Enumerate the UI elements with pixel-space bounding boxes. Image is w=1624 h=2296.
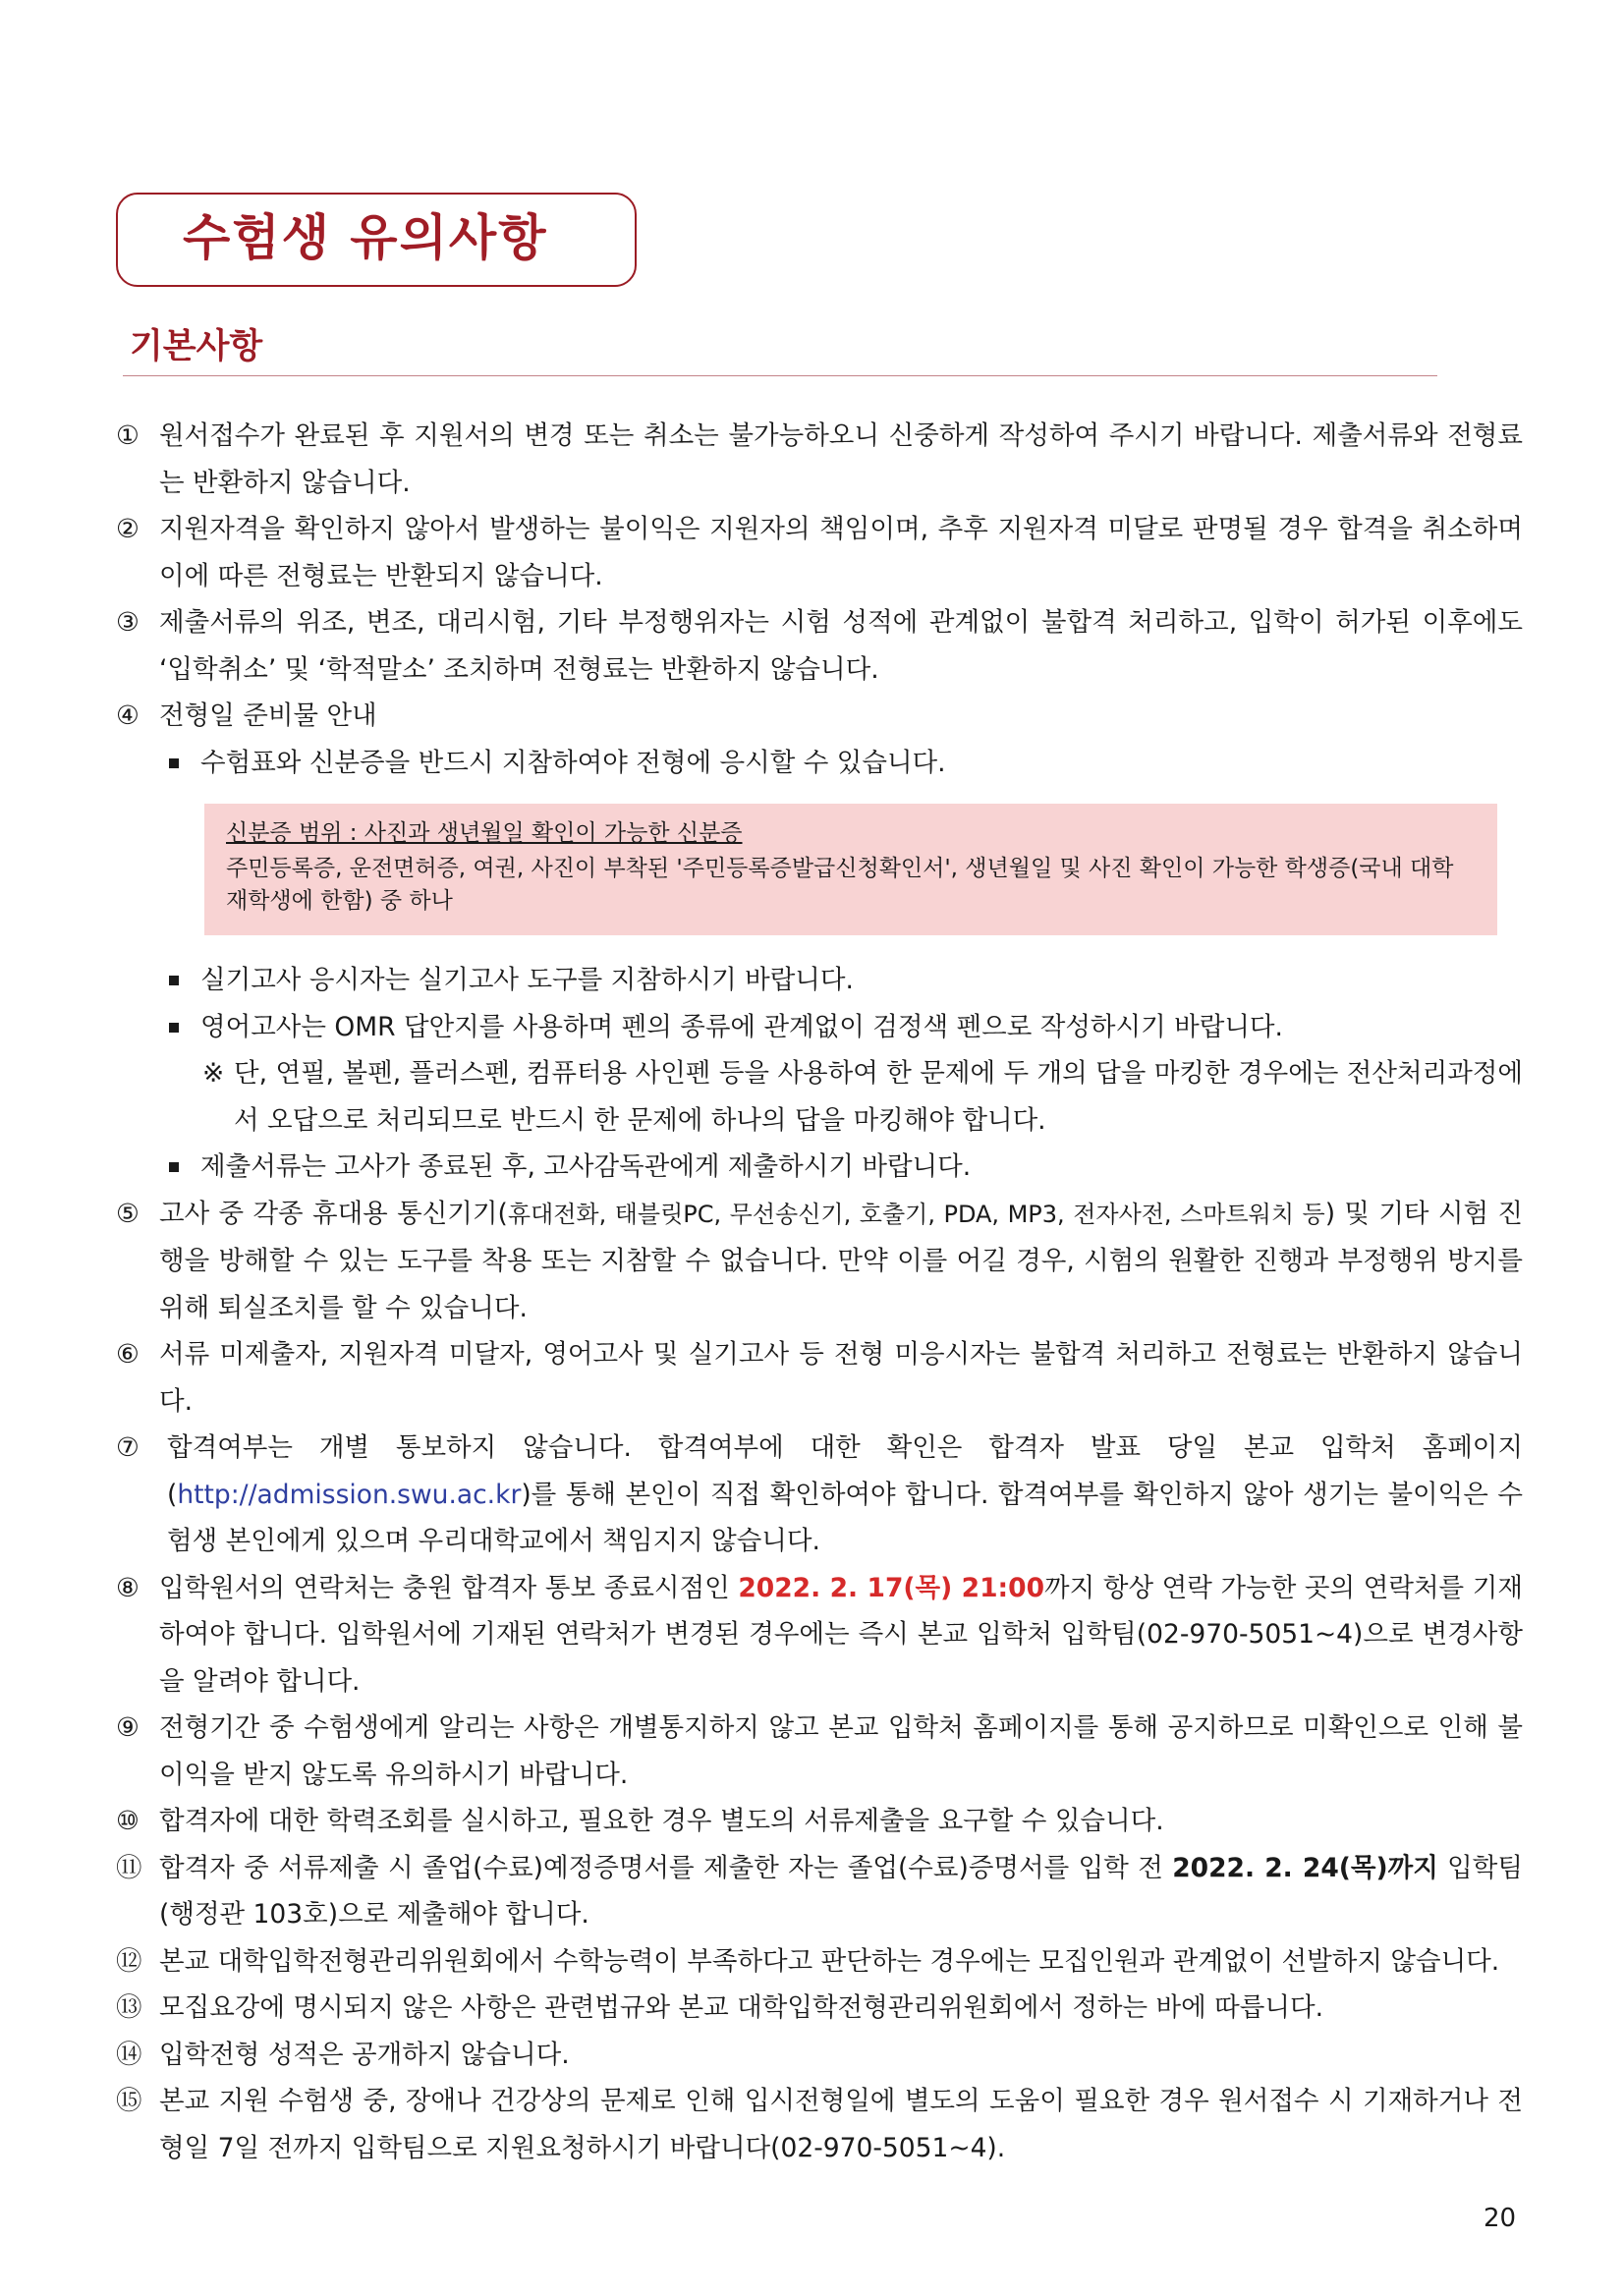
device-list: 휴대전화, 태블릿PC, 무선송신기, 호출기, PDA, MP3, 전자사전, 스마트워치 등 [507, 1200, 1325, 1228]
item-number: ⑮ [116, 2086, 142, 2116]
prep-bullet-4 [116, 1144, 1523, 1191]
item-number: ⑩ [116, 1806, 140, 1836]
reference-mark-icon: ※ [202, 1058, 225, 1089]
square-bullet-icon [169, 1162, 179, 1172]
item-text: 본교 지원 수험생 중, 장애나 건강상의 문제로 인해 입시전형일에 별도의 도움이 필요한 경우 원서접수 시 기재하거나 전형일 7일 전까지 입학팀으로 지원요청하시기 바랍니다(02-970-5051~4). [159, 2086, 1523, 2163]
bullet-text: 실기고사 응시자는 실기고사 도구를 지참하시기 바랍니다. [200, 965, 854, 995]
deadline-highlight: 2022. 2. 17(목) 21:00 [738, 1572, 1045, 1603]
item-text: 모집요강에 명시되지 않은 사항은 관련법규와 본교 대학입학전형관리위원회에서 정하는 바에 따릅니다. [159, 1992, 1323, 2023]
square-bullet-icon [169, 758, 179, 768]
item-text: 원서접수가 완료된 후 지원서의 변경 또는 취소는 불가능하오니 신중하게 작성하여 주시기 바랍니다. 제출서류와 전형료는 반환하지 않습니다. [159, 420, 1523, 498]
notice-item-13 [116, 1985, 1523, 2032]
notice-item-1 [116, 413, 1523, 506]
item-number: ⑥ [116, 1339, 140, 1370]
bullet-text: 수험표와 신분증을 반드시 지참하여야 전형에 응시할 수 있습니다. [200, 747, 946, 778]
prep-bullet-1 [116, 740, 1523, 787]
item-number: ⑦ [116, 1432, 140, 1463]
item-number: ④ [116, 700, 140, 731]
notice-item-10 [116, 1798, 1523, 1845]
notice-list [116, 413, 1523, 2171]
item-text-cont: )를 통해 본인이 직접 확인하여야 합니다. 합격여부를 확인하지 않아 생기는 불이익은 수험생 본인에게 있으며 우리대학교에서 책임지지 않습니다. [167, 1479, 1523, 1556]
section-title: 기본사항 [130, 327, 263, 366]
item-text: 입학원서의 연락처는 충원 합격자 통보 종료시점인 [159, 1572, 739, 1603]
square-bullet-icon [169, 976, 179, 985]
item-number: ⑧ [116, 1572, 140, 1603]
item-text: 전형기간 중 수험생에게 알리는 사항은 개별통지하지 않고 본교 입학처 홈페이지를 통해 공지하므로 미확인으로 인해 불이익을 받지 않도록 유의하시기 바랍니다. [159, 1712, 1523, 1790]
item-number: ⑨ [116, 1712, 140, 1743]
item-number: ⑤ [116, 1198, 140, 1229]
item-number: ① [116, 420, 140, 451]
notice-item-4 [116, 693, 1523, 740]
page-number: 20 [1484, 2204, 1517, 2233]
item-text: 서류 미제출자, 지원자격 미달자, 영어고사 및 실기고사 등 전형 미응시자는 불합격 처리하고 전형료는 반환하지 않습니다. [159, 1339, 1523, 1417]
notice-item-3 [116, 599, 1523, 693]
notice-item-6 [116, 1331, 1523, 1425]
item-text: 합격여부는 개별 통보하지 않습니다. 합격여부에 대한 확인은 합격자 발표 당일 본교 입학처 홈페이지( [167, 1432, 1523, 1510]
notice-item-5 [116, 1191, 1523, 1332]
notice-item-11 [116, 1845, 1523, 1938]
id-card-info-box [204, 804, 1497, 935]
item-text: 합격자에 대한 학력조회를 실시하고, 필요한 경우 별도의 서류제출을 요구할 수 있습니다. [159, 1806, 1164, 1836]
item-text: 전형일 준비물 안내 [159, 700, 377, 731]
item-text-cont: 까지 항상 연락 가능한 곳의 연락처를 기재하여야 합니다. 입학원서에 기재된 연락처가 변경된 경우에는 즉시 본교 입학처 입학팀(02-970-5051~4)으로 변경사항을 알려야 합니다. [159, 1572, 1523, 1697]
submission-deadline: 2022. 2. 24(목)까지 [1172, 1852, 1438, 1883]
item-text: 고사 중 각종 휴대용 통신기기( [159, 1198, 508, 1229]
item-number: ⑪ [116, 1852, 142, 1883]
notice-item-15 [116, 2078, 1523, 2171]
item-text-cont: 입학팀(행정관 103호)으로 제출해야 합니다. [159, 1852, 1523, 1930]
item-text: 합격자 중 서류제출 시 졸업(수료)예정증명서를 제출한 자는 졸업(수료)증명서를 입학 전 [159, 1852, 1173, 1883]
item-number: ② [116, 514, 140, 544]
bullet-text: 제출서류는 고사가 종료된 후, 고사감독관에게 제출하시기 바랍니다. [200, 1151, 972, 1182]
omr-note [116, 1050, 1523, 1144]
notice-item-2 [116, 506, 1523, 599]
prep-bullet-2 [116, 957, 1523, 1004]
note-text: 단, 연필, 볼펜, 플러스펜, 컴퓨터용 사인펜 등을 사용하여 한 문제에 두 개의 답을 마킹한 경우에는 전산처리과정에서 오답으로 처리되므로 반드시 한 문제에 하나의 답을 마킹해야 합니다. [234, 1058, 1524, 1136]
prep-bullet-3 [116, 1004, 1523, 1051]
admission-homepage-link[interactable]: http://admission.swu.ac.kr [177, 1479, 522, 1510]
notice-item-8 [116, 1565, 1523, 1706]
item-text-cont: ) 및 기타 시험 진행을 방해할 수 있는 도구를 착용 또는 지참할 수 없습니다. 만약 이를 어길 경우, 시험의 원활한 진행과 부정행위 방지를 위해 퇴실조치를 할 수 있습니다. [159, 1198, 1523, 1323]
item-number: ③ [116, 607, 140, 638]
bullet-text: 영어고사는 OMR 답안지를 사용하며 펜의 종류에 관계없이 검정색 펜으로 작성하시기 바랍니다. [200, 1011, 1283, 1042]
square-bullet-icon [169, 1023, 179, 1033]
notice-item-12 [116, 1938, 1523, 1986]
item-text: 지원자격을 확인하지 않아서 발생하는 불이익은 지원자의 책임이며, 추후 지원자격 미달로 판명될 경우 합격을 취소하며 이에 따른 전형료는 반환되지 않습니다. [159, 514, 1523, 591]
item-text: 제출서류의 위조, 변조, 대리시험, 기타 부정행위자는 시험 성적에 관계없이 불합격 처리하고, 입학이 허가된 이후에도 ‘입학취소’ 및 ‘학적말소’ 조치하며 전형료는 반환하지 않습니다. [159, 607, 1523, 685]
item-number: ⑬ [116, 1992, 142, 2023]
notice-item-14 [116, 2032, 1523, 2079]
notice-item-9 [116, 1705, 1523, 1798]
item-number: ⑫ [116, 1945, 142, 1977]
item-text: 입학전형 성적은 공개하지 않습니다. [159, 2039, 570, 2070]
item-text: 본교 대학입학전형관리위원회에서 수학능력이 부족하다고 판단하는 경우에는 모집인원과 관계없이 선발하지 않습니다. [159, 1945, 1500, 1977]
section-divider [123, 375, 1437, 376]
notice-item-7 [116, 1425, 1523, 1565]
id-box-heading: 신분증 범위 : 사진과 생년월일 확인이 가능한 신분증 [226, 820, 743, 846]
page-title: 수험생 유의사항 [183, 209, 548, 266]
id-box-body: 주민등록증, 운전면허증, 여권, 사진이 부착된 '주민등록증발급신청확인서', 생년월일 및 사진 확인이 가능한 학생증(국내 대학 재학생에 한함) 중 하나 [226, 856, 1454, 914]
item-number: ⑭ [116, 2039, 142, 2070]
